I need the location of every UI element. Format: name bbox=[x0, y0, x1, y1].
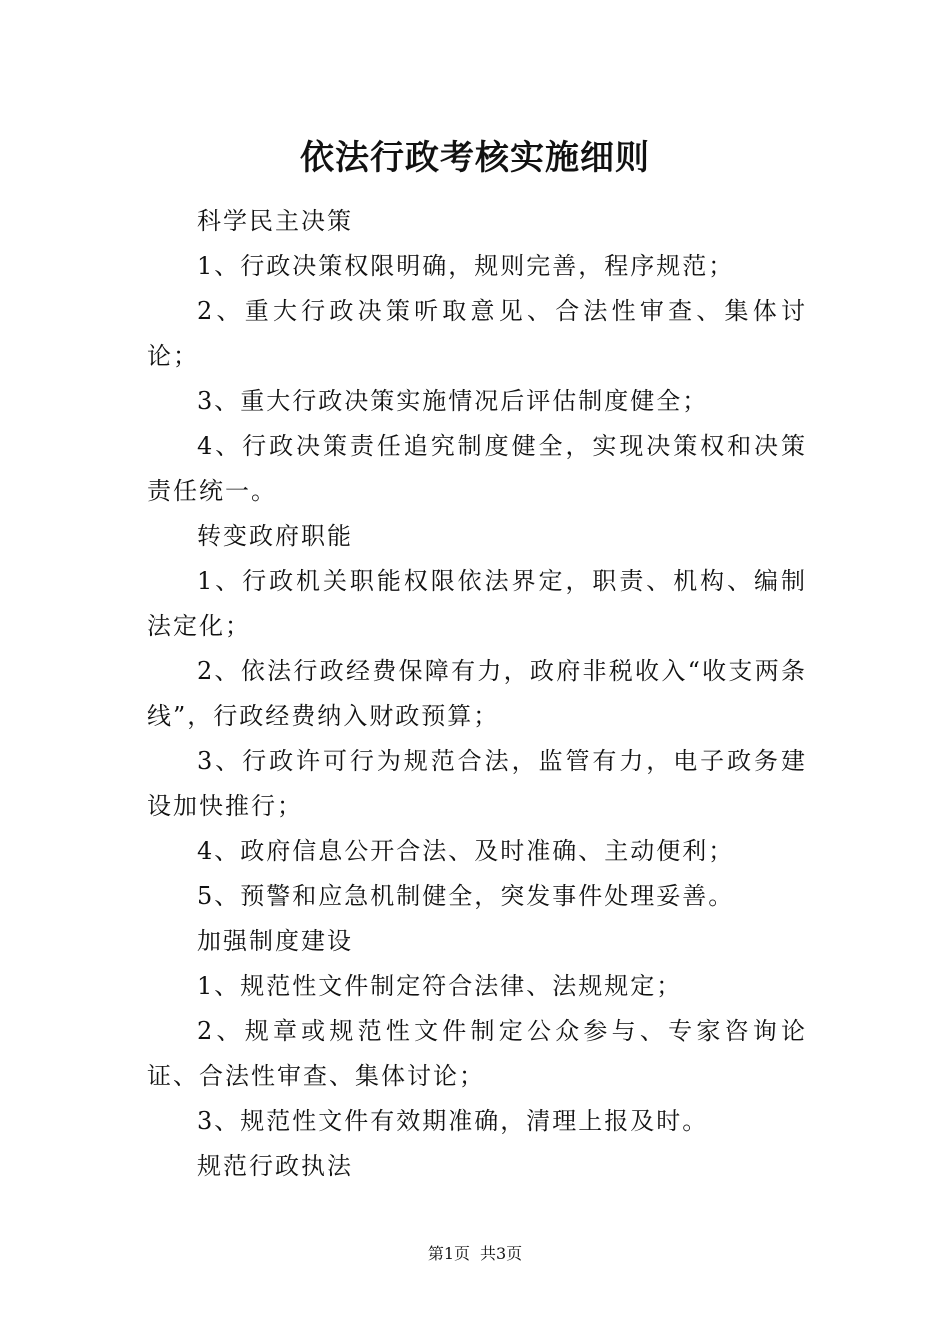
paragraph: 2、重大行政决策听取意见、合法性审查、集体讨论； bbox=[147, 297, 807, 370]
paragraph: 3、行政许可行为规范合法，监管有力，电子政务建设加快推行； bbox=[147, 747, 807, 820]
page-footer bbox=[0, 1242, 950, 1266]
section-heading-system: 加强制度建设 bbox=[197, 927, 353, 955]
section-heading-enforcement: 规范行政执法 bbox=[197, 1152, 353, 1180]
paragraph: 2、规章或规范性文件制定公众参与、专家咨询论证、合法性审查、集体讨论； bbox=[147, 1017, 807, 1090]
paragraph: 1、规范性文件制定符合法律、法规规定； bbox=[197, 972, 683, 1000]
paragraph: 4、行政决策责任追究制度健全，实现决策权和决策责任统一。 bbox=[147, 432, 807, 505]
paragraph: 3、重大行政决策实施情况后评估制度健全； bbox=[197, 387, 709, 415]
section-heading-functions: 转变政府职能 bbox=[197, 522, 353, 550]
paragraph: 1、行政机关职能权限依法界定，职责、机构、编制法定化； bbox=[147, 567, 807, 640]
paragraph: 5、预警和应急机制健全，突发事件处理妥善。 bbox=[197, 882, 735, 910]
section-heading-decision: 科学民主决策 bbox=[197, 207, 353, 235]
page-number: 第1页 bbox=[427, 1244, 470, 1263]
paragraph: 2、依法行政经费保障有力，政府非税收入“收支两条线”，行政经费纳入财政预算； bbox=[147, 657, 807, 730]
page-total: 共3页 bbox=[480, 1244, 523, 1263]
paragraph: 4、政府信息公开合法、及时准确、主动便利； bbox=[197, 837, 735, 865]
document-title: 依法行政考核实施细则 bbox=[300, 138, 650, 178]
paragraph: 1、行政决策权限明确，规则完善，程序规范； bbox=[197, 252, 735, 280]
paragraph: 3、规范性文件有效期准确，清理上报及时。 bbox=[197, 1107, 709, 1135]
document-body bbox=[147, 199, 807, 1189]
